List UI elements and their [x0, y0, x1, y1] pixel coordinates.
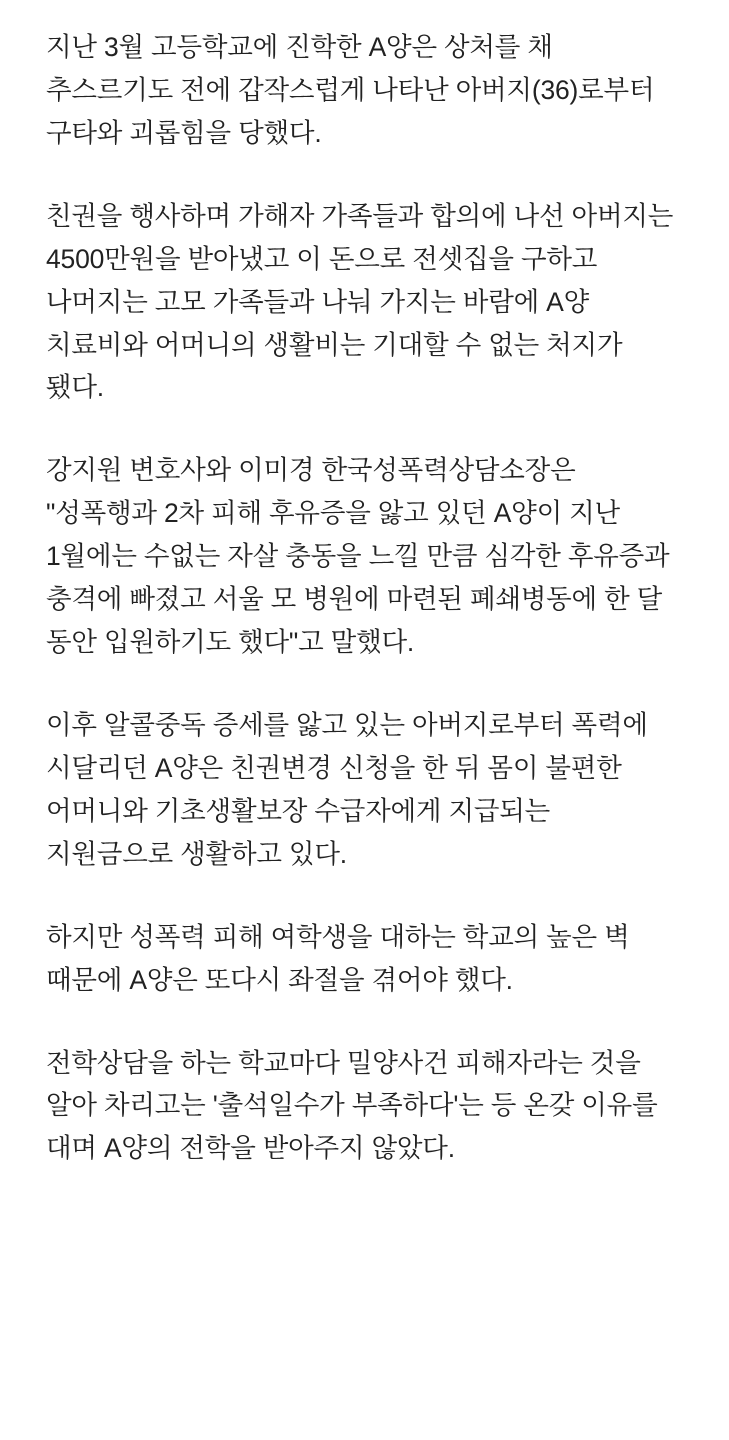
article-paragraph: 하지만 성폭력 피해 여학생을 대하는 학교의 높은 벽 때문에 A양은 또다시 좌절을 겪어야 했다. — [46, 921, 630, 995]
article-paragraph: 이후 알콜중독 증세를 앓고 있는 아버지로부터 폭력에 시달리던 A양은 친권변경 신청을 한 뒤 몸이 불편한 어머니와 기초생활보장 수급자에게 지급되는 지원금으로 생활하고 있다. — [46, 709, 648, 869]
article-paragraph: 지난 3월 고등학교에 진학한 A양은 상처를 채 추스르기도 전에 갑작스럽게 나타난 아버지(36)로부터 구타와 괴롭힘을 당했다. — [46, 32, 655, 148]
article-body — [46, 26, 683, 1170]
article-paragraph: 전학상담을 하는 학교마다 밀양사건 피해자라는 것을 알아 차리고는 '출석일수가 부족하다'는 등 온갖 이유를 대며 A양의 전학을 받아주지 않았다. — [46, 1047, 658, 1164]
article-paragraph: 친권을 행사하며 가해자 가족들과 합의에 나선 아버지는 4500만원을 받아냈고 이 돈으로 전셋집을 구하고 나머지는 고모 가족들과 나눠 가지는 바람에 A양 치료비와 어머니의 생활비는 기대할 수 없는 처지가 됐다. — [46, 200, 674, 403]
article-paragraph: 강지원 변호사와 이미경 한국성폭력상담소장은 "성폭행과 2차 피해 후유증을 앓고 있던 A양이 지난 1월에는 수없는 자살 충동을 느낄 만큼 심각한 후유증과 충격에 빠졌고 서울 모 병원에 마련된 폐쇄병동에 한 달 동안 입원하기도 했다"고 말했다. — [46, 455, 670, 658]
